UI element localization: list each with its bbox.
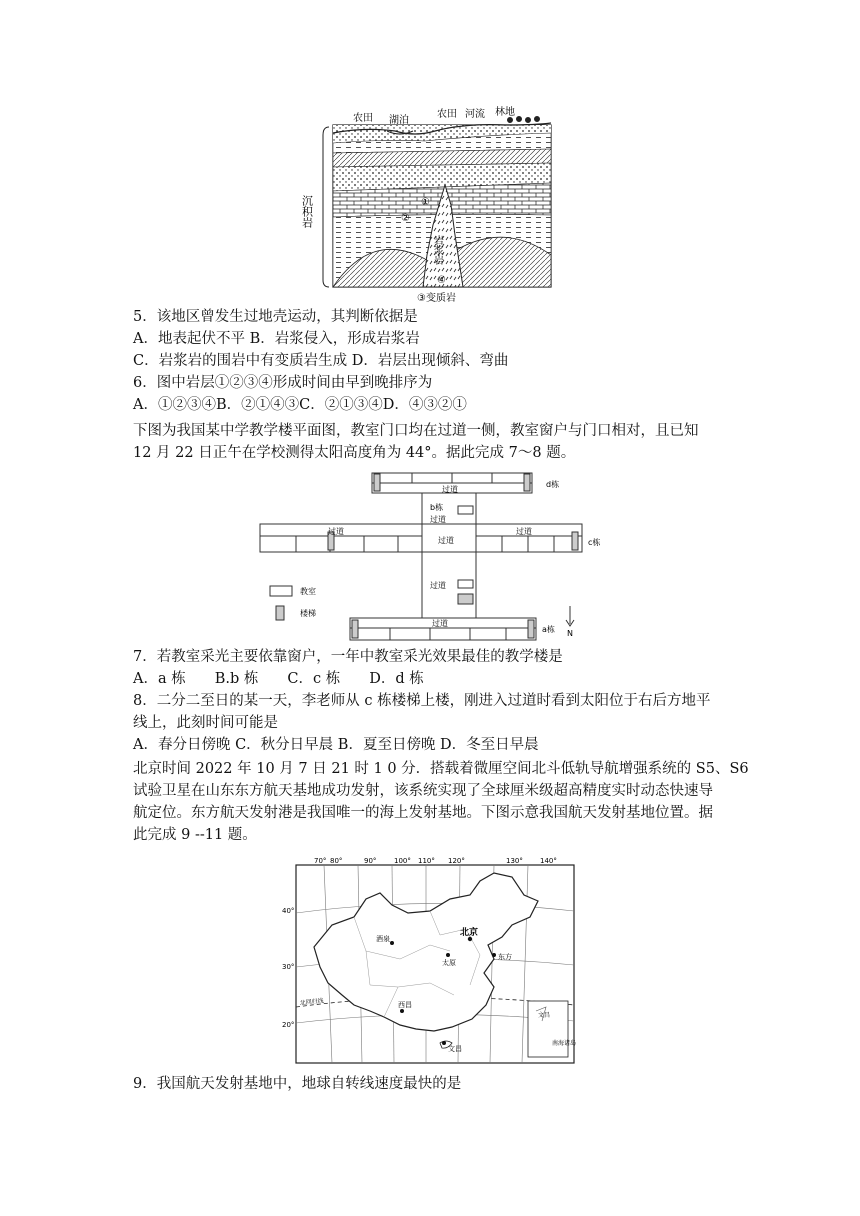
label-building-c: c栋 (588, 538, 601, 547)
label-sedimentary: 沉积岩 (300, 195, 314, 228)
label-building-b: b栋 (430, 503, 444, 512)
dongfang-marker (492, 953, 496, 957)
q9-stem: 9．我国航天发射基地中，地球自转线速度最快的是 (133, 1076, 462, 1092)
lat-label-40: 40° (282, 907, 295, 915)
label-magma: 岩浆岩 (431, 235, 443, 265)
inset-city-label: 文昌 (538, 1012, 551, 1019)
q8-stem-1: 8．二分二至日的某一天，李老师从 c 栋楼梯上楼，刚进入过道时看到太阳位于右后方地平 (133, 693, 711, 709)
label-building-a: a栋 (542, 625, 555, 634)
intro78-line1: 下图为我国某中学教学楼平面图，教室门口均在过道一侧，教室窗户与门口相对，且已知 (133, 423, 699, 439)
lon-label-140: 140° (540, 857, 557, 865)
china-launch-sites-map (280, 855, 580, 1065)
q6-stem: 6．图中岩层①②③④形成时间由早到晚排序为 (133, 375, 433, 391)
inset-south-sea-label: 南海诸岛 (552, 1040, 577, 1047)
jiuquan-marker (390, 941, 394, 945)
label-forest: 林地 (495, 107, 515, 118)
label-corridor-c-center: 过道 (438, 536, 454, 545)
legend-classroom-label: 教室 (300, 587, 316, 596)
taiyuan-marker (446, 953, 450, 957)
label-corridor-c-right: 过道 (516, 527, 532, 536)
dongfang-label: 东方 (498, 953, 512, 961)
lon-label-70: 70° (314, 857, 327, 865)
q6-options: A．①②③④B．②①④③C．②①③④D．④③②① (133, 397, 467, 413)
q5-options-1: A．地表起伏不平 B．岩浆侵入，形成岩浆岩 (133, 331, 420, 347)
xichang-label: 西昌 (398, 1001, 412, 1009)
legend-stairs-label: 楼梯 (300, 609, 316, 618)
school-floor-plan (258, 470, 608, 646)
label-corridor-c-left: 过道 (328, 527, 344, 536)
label-layer-2: ② (401, 213, 410, 224)
q5-stem: 5．该地区曾发生过地壳运动，其判断依据是 (133, 309, 418, 325)
lat-label-20: 20° (282, 1021, 295, 1029)
q7-stem: 7．若教室采光主要依靠窗户，一年中教室采光效果最佳的教学楼是 (133, 649, 563, 665)
taiyuan-label: 太原 (442, 959, 456, 967)
north-label: N (567, 629, 573, 638)
geology-cross-section (300, 105, 565, 305)
label-farmland-1: 农田 (353, 113, 373, 124)
label-river: 河流 (465, 109, 485, 120)
q5-options-2: C．岩浆岩的围岩中有变质岩生成 D．岩层出现倾斜、弯曲 (133, 353, 509, 369)
label-lake: 湖泊 (389, 115, 409, 126)
wenchang-label: 文昌 (448, 1045, 462, 1053)
beijing-label: 北京 (460, 928, 479, 938)
label-corridor-d: 过道 (442, 485, 458, 494)
q8-options: A．春分日傍晚 C．秋分日早晨 B．夏至日傍晚 D．冬至日早晨 (133, 737, 539, 753)
label-building-d: d栋 (546, 480, 560, 489)
lon-label-130: 130° (506, 857, 523, 865)
q7-options: A．a 栋 B.b 栋 C．c 栋 D．d 栋 (133, 671, 424, 687)
figure1-caption: ③变质岩 (417, 293, 456, 304)
label-corridor-a: 过道 (432, 619, 448, 628)
label-layer-1: ① (421, 197, 430, 208)
label-corridor-vertical: 过道 (430, 581, 446, 590)
wenchang-marker (442, 1041, 446, 1045)
intro911-line1: 北京时间 2022 年 10 月 7 日 21 时 1 0 分．搭载着微厘空间北斗低轨导航增强系统的 S5、S6 (133, 761, 749, 777)
label-corridor-b: 过道 (430, 515, 446, 524)
intro911-line2: 试验卫星在山东东方航天基地成功发射，该系统实现了全球厘米级超高精度实时动态快速导 (133, 783, 713, 799)
lat-label-30: 30° (282, 963, 295, 971)
tropic-label: 北回归线 (299, 997, 325, 1007)
lon-label-80: 80° (330, 857, 343, 865)
intro911-line3: 航定位。东方航天发射港是我国唯一的海上发射基地。下图示意我国航天发射基地位置。据 (133, 805, 713, 821)
label-layer-4: ④ (437, 275, 446, 286)
jiuquan-label: 酒泉 (376, 935, 390, 943)
sedimentary-bracket (323, 127, 329, 287)
intro911-line4: 此完成 9 --11 题。 (133, 827, 257, 843)
lon-label-110: 110° (418, 857, 435, 865)
intro78-line2: 12 月 22 日正午在学校测得太阳高度角为 44°。据此完成 7～8 题。 (133, 445, 576, 461)
label-farmland-2: 农田 (437, 109, 457, 120)
q8-stem-2: 线上，此刻时间可能是 (133, 715, 278, 731)
lon-label-100: 100° (394, 857, 411, 865)
xichang-marker (400, 1009, 404, 1013)
lon-label-120: 120° (448, 857, 465, 865)
lon-label-90: 90° (364, 857, 377, 865)
